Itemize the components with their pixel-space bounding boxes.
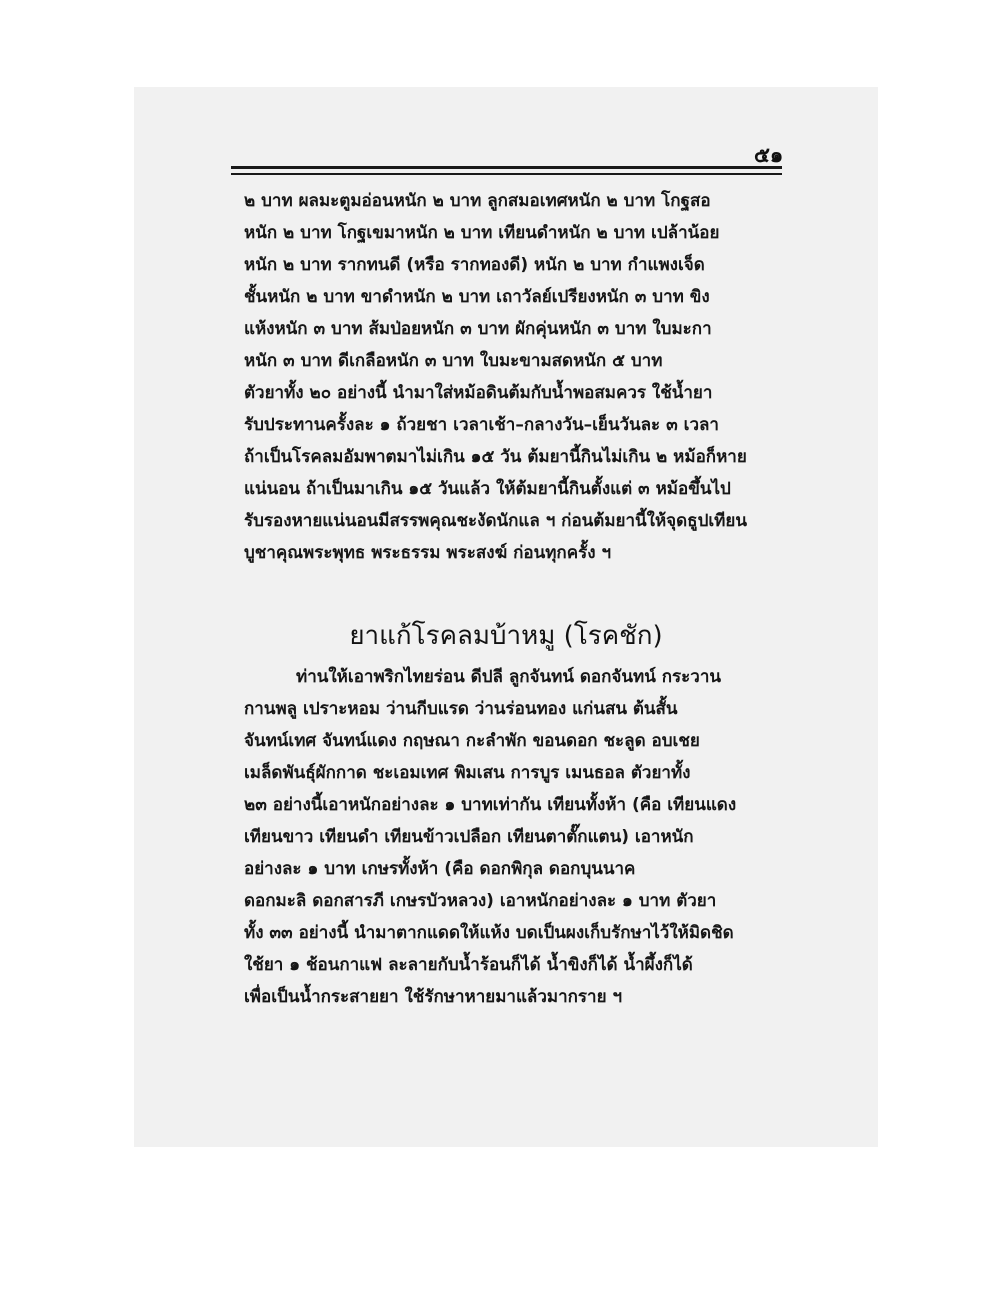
text-line: หนัก ๒ บาท โกฐเขมาหนัก ๒ บาท เทียนดำหนัก ๒ บาท เปล้าน้อย <box>244 223 720 243</box>
text-line: บูชาคุณพระพุทธ พระธรรม พระสงฆ์ ก่อนทุกครั้ง ฯ <box>244 543 611 563</box>
text-line: เพื่อเป็นน้ำกระสายยา ใช้รักษาหายมาแล้วมากราย ฯ <box>244 987 623 1007</box>
text-line: ใช้ยา ๑ ช้อนกาแฟ ละลายกับน้ำร้อนก็ได้ น้ำขิงก็ได้ น้ำผึ้งก็ได้ <box>244 955 693 975</box>
text-line: รับรองหายแน่นอนมีสรรพคุณชะงัดนักแล ฯ ก่อนต้มยานี้ให้จุดธูปเทียน <box>244 511 747 531</box>
text-line: จันทน์เทศ จันทน์แดง กฤษณา กะลำพัก ขอนดอก ชะลูด อบเชย <box>244 731 700 751</box>
text-line: แห้งหนัก ๓ บาท ส้มป่อยหนัก ๓ บาท ผักคุ่นหนัก ๓ บาท ใบมะกา <box>244 319 712 339</box>
text-line: ดอกมะลิ ดอกสารภี เกษรบัวหลวง) เอาหนักอย่างละ ๑ บาท ตัวยา <box>244 891 717 911</box>
text-line: แน่นอน ถ้าเป็นมาเกิน ๑๕ วันแล้ว ให้ต้มยานี้กินตั้งแต่ ๓ หม้อขึ้นไป <box>244 479 731 499</box>
text-line: ทั้ง ๓๓ อย่างนี้ นำมาตากแดดให้แห้ง บดเป็นผงเก็บรักษาไว้ให้มิดชิด <box>244 923 734 943</box>
text-line: ท่านให้เอาพริกไทยร่อน ดีปลี ลูกจันทน์ ดอกจันทน์ กระวาน <box>296 667 722 687</box>
text-line: อย่างละ ๑ บาท เกษรทั้งห้า (คือ ดอกพิกุล ดอกบุนนาค <box>244 859 636 879</box>
text-line: ถ้าเป็นโรคลมอัมพาตมาไม่เกิน ๑๕ วัน ต้มยานี้กินไม่เกิน ๒ หม้อก็หาย <box>244 447 747 467</box>
header-rule-thick <box>231 166 782 169</box>
text-line: กานพลู เปราะหอม ว่านกีบแรด ว่านร่อนทอง แก่นสน ต้นสั้น <box>244 699 678 719</box>
text-line: ชั้นหนัก ๒ บาท ขาดำหนัก ๒ บาท เถาวัลย์เปรียงหนัก ๓ บาท ขิง <box>244 287 710 307</box>
text-line: หนัก ๒ บาท รากทนดี (หรือ รากทองดี) หนัก ๒ บาท กำแพงเจ็ด <box>244 255 705 275</box>
header-rule-thin <box>231 173 782 175</box>
text-line: ๒๓ อย่างนี้เอาหนักอย่างละ ๑ บาทเท่ากัน เทียนทั้งห้า (คือ เทียนแดง <box>244 795 737 815</box>
book-page <box>134 87 878 1147</box>
section-heading: ยาแก้โรคลมบ้าหมู (โรคชัก) <box>349 621 663 651</box>
page-number: ๕๑ <box>754 143 784 167</box>
text-line: ตัวยาทั้ง ๒๐ อย่างนี้ นำมาใส่หม้อดินต้มกับน้ำพอสมควร ใช้น้ำยา <box>244 383 713 403</box>
text-line: หนัก ๓ บาท ดีเกลือหนัก ๓ บาท ใบมะขามสดหนัก ๕ บาท <box>244 351 663 371</box>
text-line: รับประทานครั้งละ ๑ ถ้วยชา เวลาเช้า–กลางวัน–เย็นวันละ ๓ เวลา <box>244 415 719 435</box>
text-line: เมล็ดพันธุ์ผักกาด ชะเอมเทศ พิมเสน การบูร เมนธอล ตัวยาทั้ง <box>244 763 691 783</box>
text-line: เทียนขาว เทียนดำ เทียนข้าวเปลือก เทียนตาตั๊กแตน) เอาหนัก <box>244 827 694 847</box>
text-line: ๒ บาท ผลมะตูมอ่อนหนัก ๒ บาท ลูกสมอเทศหนัก ๒ บาท โกฐสอ <box>244 191 711 211</box>
